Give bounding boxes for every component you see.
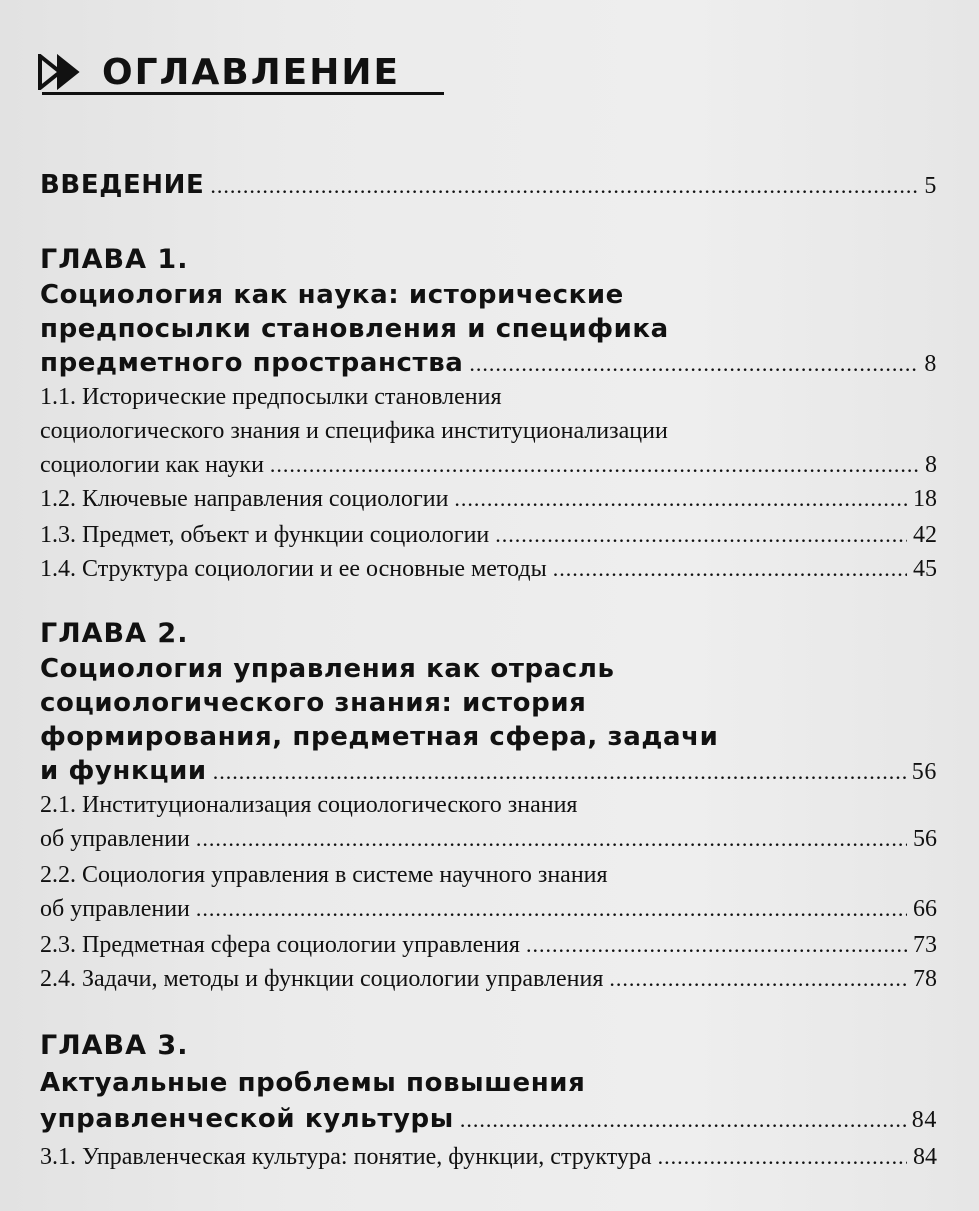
chapter-2-title-line: формирования, предметная сфера, задачи [40, 722, 719, 752]
toc-intro-title: ВВЕДЕНИЕ [40, 170, 205, 200]
section-1-3-entry[interactable]: 1.3. Предмет, объект и функции социологии ..... 42 [40, 522, 937, 549]
section-2-4-entry[interactable]: 2.4. Задачи, методы и функции социологии управления ..... 78 [40, 966, 937, 993]
section-1-1-line: 1.1. Исторические предпосылки становления [40, 384, 502, 410]
page-number: 8 [925, 452, 937, 478]
page-number: 56 [913, 826, 937, 852]
leader-dots [609, 966, 907, 992]
page-number: 42 [913, 522, 937, 548]
chapter-2-label: ГЛАВА 2. [40, 618, 189, 649]
page-number: 45 [913, 556, 937, 582]
page-number: 66 [913, 896, 937, 922]
leader-dots [196, 826, 907, 852]
chapter-3-title-line: Актуальные проблемы повышения [40, 1068, 586, 1098]
chapter-1-title-line: Социология как наука: исторические [40, 280, 624, 310]
section-2-2-line: 2.2. Социология управления в системе научного знания [40, 862, 608, 888]
page-number: 18 [913, 486, 937, 512]
section-1-2-entry[interactable]: 1.2. Ключевые направления социологии ..... 18 [40, 486, 937, 513]
page-number: 84 [911, 1107, 937, 1133]
page-number: 56 [911, 759, 937, 785]
leader-dots [658, 1144, 907, 1170]
double-arrow-icon [38, 54, 94, 90]
section-3-1-entry[interactable]: 3.1. Управленческая культура: понятие, функции, структура ..... 84 [40, 1144, 937, 1171]
chapter-3-label: ГЛАВА 3. [40, 1030, 189, 1061]
leader-dots [495, 522, 907, 548]
header-underline [42, 92, 444, 95]
chapter-1-title-line: предпосылки становления и специфика [40, 314, 669, 344]
toc-header [38, 50, 400, 94]
section-2-1-entry[interactable]: об управлении ..... 56 [40, 826, 937, 853]
page-number: 78 [913, 966, 937, 992]
chapter-1-label: ГЛАВА 1. [40, 244, 189, 275]
leader-dots [553, 556, 907, 582]
page-number: 84 [913, 1144, 937, 1170]
page-number: 8 [924, 351, 937, 377]
leader-dots [469, 351, 918, 377]
leader-dots [454, 486, 907, 512]
leader-dots [526, 932, 907, 958]
chapter-3-entry[interactable]: управленческой культуры ..... 84 [40, 1104, 937, 1134]
section-2-3-entry[interactable]: 2.3. Предметная сфера социологии управления ..... 73 [40, 932, 937, 959]
toc-intro[interactable] [40, 170, 937, 200]
chapter-2-title-line: Социология управления как отрасль [40, 654, 615, 684]
leader-dots [270, 452, 919, 478]
section-2-2-entry[interactable]: об управлении ..... 66 [40, 896, 937, 923]
chapter-2-entry[interactable]: и функции ..... 56 [40, 756, 937, 786]
chapter-2-title-line: социологического знания: история [40, 688, 587, 718]
section-1-1-line: социологического знания и специфика институционализации [40, 418, 668, 444]
leader-dots [210, 173, 918, 199]
chapter-1-entry[interactable]: предметного пространства ..... 8 [40, 348, 937, 378]
section-2-1-line: 2.1. Институционализация социологического знания [40, 792, 578, 818]
page-title: ОГЛАВЛЕНИЕ [102, 51, 401, 93]
section-1-4-entry[interactable]: 1.4. Структура социологии и ее основные методы ..... 45 [40, 556, 937, 583]
page-number: 5 [924, 173, 937, 199]
page-number: 73 [913, 932, 937, 958]
leader-dots [460, 1107, 906, 1133]
leader-dots [213, 759, 906, 785]
section-1-1-entry[interactable]: социологии как науки ..... 8 [40, 452, 937, 479]
leader-dots [196, 896, 907, 922]
